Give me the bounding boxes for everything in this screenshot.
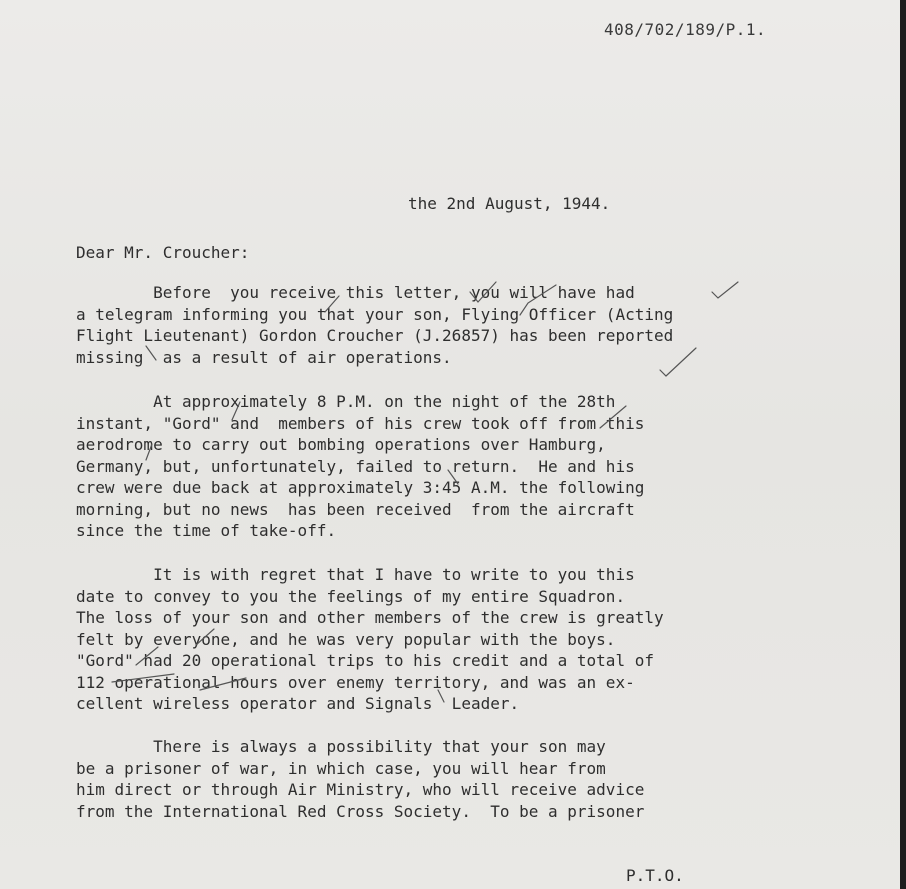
- paragraph-telegram: Before you receive this letter, you will have had a telegram informing you that your son, Flying Officer (Acting Flight Lieutenant) Gordon Croucher (J.26857) has been reported missing as a result of air operations.: [76, 283, 674, 367]
- paragraph-operation: At approximately 8 P.M. on the night of the 28th instant, "Gord" and members of his crew took off from this aerodrome to carry out bombing operations over Hamburg, Germany, but, unfortunately, failed to return. He and his crew were due back at approximately 3:45 A.M. the following morning, but no news has been received from the aircraft since the time of take-off.: [76, 392, 645, 540]
- please-turn-over: P.T.O.: [626, 866, 684, 885]
- paragraph-prisoner: There is always a possibility that your son may be a prisoner of war, in which case, you will hear from him direct or through Air Ministry, who will receive advice from the International Red Cross Society. To be a prisoner: [76, 737, 645, 821]
- salutation: Dear Mr. Croucher:: [76, 243, 250, 262]
- paragraph-regret: It is with regret that I have to write to you this date to convey to you the feelings of my entire Squadron. The loss of your son and other members of the crew is greatly felt by everyone, and he was very popular with the boys. "Gord" had 20 operational trips to his credit and a total of 112 operational hours over enemy territory, and was an ex- cellent wireless operator and Signals Leader.: [76, 565, 664, 713]
- reference-number: 408/702/189/P.1.: [604, 20, 767, 39]
- letter-date: the 2nd August, 1944.: [408, 194, 611, 213]
